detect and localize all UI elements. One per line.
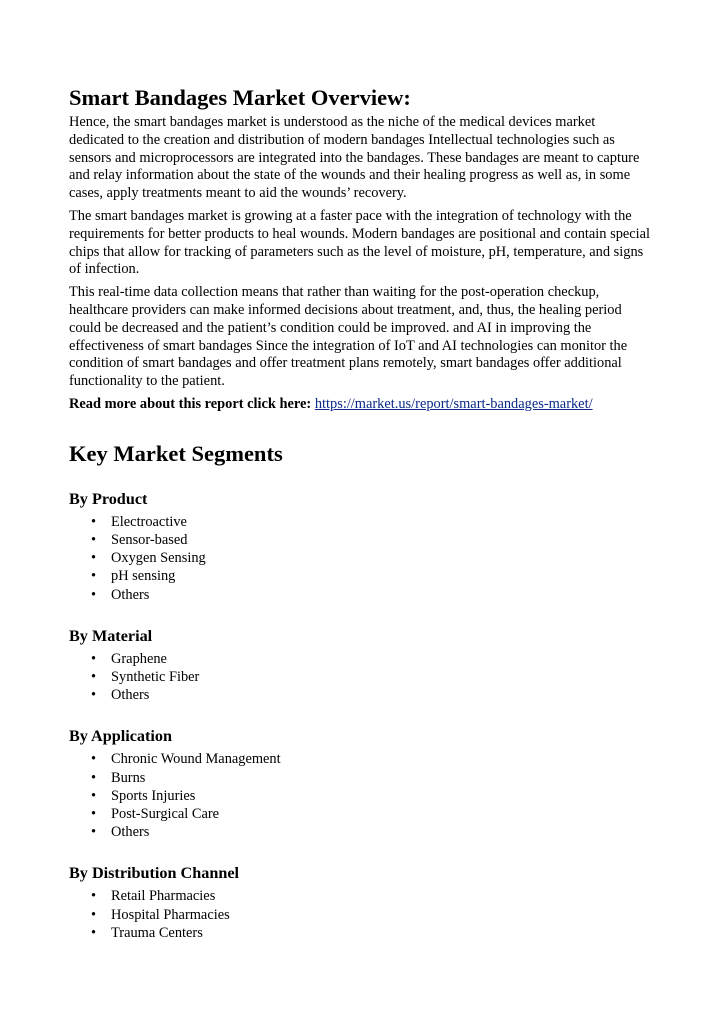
- list-item: [91, 586, 651, 604]
- overview-paragraph-2: The smart bandages market is growing at a faster pace with the integration of technology with the requirements for better products to heal wounds. Modern bandages are positional and contain special chips that allow for tracking of parameters such as the level of moisture, pH, temperature, and signs of infection.: [69, 207, 651, 278]
- bullet-icon: •: [91, 586, 97, 603]
- list-item: [91, 769, 651, 787]
- list-item: [91, 787, 651, 805]
- bullet-icon: •: [91, 888, 97, 905]
- segment-group-title: By Application: [69, 727, 172, 746]
- segment-group-distribution-channel: [69, 863, 651, 942]
- list-item: [91, 924, 651, 942]
- read-more-label: Read more about this report click here:: [69, 395, 312, 412]
- overview-title: Smart Bandages Market Overview:: [69, 85, 411, 110]
- list-item: [91, 650, 651, 668]
- list-item: [91, 567, 651, 585]
- bullet-icon: •: [91, 906, 97, 923]
- list-item-label: Chronic Wound Management: [111, 751, 281, 768]
- list-item-label: Others: [111, 586, 150, 603]
- list-item-label: Trauma Centers: [111, 924, 203, 941]
- bullet-icon: •: [91, 550, 97, 567]
- segment-group-title: By Distribution Channel: [69, 864, 240, 883]
- bullet-icon: •: [91, 568, 97, 585]
- segment-list: [69, 750, 651, 841]
- list-item: [91, 805, 651, 823]
- bullet-icon: •: [91, 687, 97, 704]
- list-item-label: Retail Pharmacies: [111, 888, 216, 905]
- bullet-icon: •: [91, 650, 97, 667]
- list-item-label: Burns: [111, 769, 146, 786]
- segment-list: [69, 887, 651, 942]
- segment-group-product: [69, 489, 651, 604]
- list-item-label: Others: [111, 824, 150, 841]
- bullet-icon: •: [91, 513, 97, 530]
- bullet-icon: •: [91, 824, 97, 841]
- list-item-label: Others: [111, 687, 150, 704]
- overview-paragraph-3: This real-time data collection means that rather than waiting for the post-operation checkup, healthcare providers can make informed decisions about treatment, and, thus, the healing period could be decreased and the patient’s condition could be improved. and AI in improving the effectiveness of smart bandages Since the integration of IoT and AI technologies can monitor the condition of smart bandages and offer treatment plans remotely, smart bandages offer additional functionality to the patient.: [69, 284, 628, 390]
- segment-group-application: [69, 726, 651, 841]
- list-item: [91, 906, 651, 924]
- list-item-label: Sensor-based: [111, 531, 188, 548]
- list-item-label: pH sensing: [111, 568, 176, 585]
- list-item-label: Sports Injuries: [111, 787, 196, 804]
- overview-paragraph-1: Hence, the smart bandages market is understood as the niche of the medical devices market dedicated to the creation and distribution of modern bandages Intellectual technologies such as sensors and microprocessors are integrated into the bandages. These bandages are meant to capture and relay information about the state of the wounds and their healing progress as well as, in some cases, apply treatments meant to aid the wounds’ recovery.: [69, 114, 640, 202]
- list-item-label: Hospital Pharmacies: [111, 906, 230, 923]
- overview-section: [69, 84, 651, 414]
- bullet-icon: •: [91, 531, 97, 548]
- list-item-label: Synthetic Fiber: [111, 668, 200, 685]
- bullet-icon: •: [91, 769, 97, 786]
- list-item-label: Oxygen Sensing: [111, 550, 206, 567]
- list-item: [91, 686, 651, 704]
- segment-list: [69, 650, 651, 705]
- key-market-segments-section: [69, 440, 651, 942]
- list-item: [91, 513, 651, 531]
- document-page: [69, 84, 651, 942]
- segment-list: [69, 513, 651, 604]
- bullet-icon: •: [91, 751, 97, 768]
- list-item: [91, 549, 651, 567]
- bullet-icon: •: [91, 668, 97, 685]
- list-item: [91, 668, 651, 686]
- list-item: [91, 887, 651, 905]
- report-link[interactable]: https://market.us/report/smart-bandages-market/: [314, 395, 593, 412]
- bullet-icon: •: [91, 787, 97, 804]
- list-item: [91, 750, 651, 768]
- list-item: [91, 531, 651, 549]
- segment-group-material: [69, 626, 651, 705]
- list-item: [91, 823, 651, 841]
- list-item-label: Graphene: [111, 650, 167, 667]
- segment-group-title: By Product: [69, 489, 148, 508]
- read-more-line: [69, 396, 651, 414]
- segments-title: Key Market Segments: [69, 440, 283, 466]
- segment-group-title: By Material: [69, 626, 153, 645]
- list-item-label: Electroactive: [111, 513, 187, 530]
- list-item-label: Post-Surgical Care: [111, 805, 220, 822]
- bullet-icon: •: [91, 805, 97, 822]
- bullet-icon: •: [91, 924, 97, 941]
